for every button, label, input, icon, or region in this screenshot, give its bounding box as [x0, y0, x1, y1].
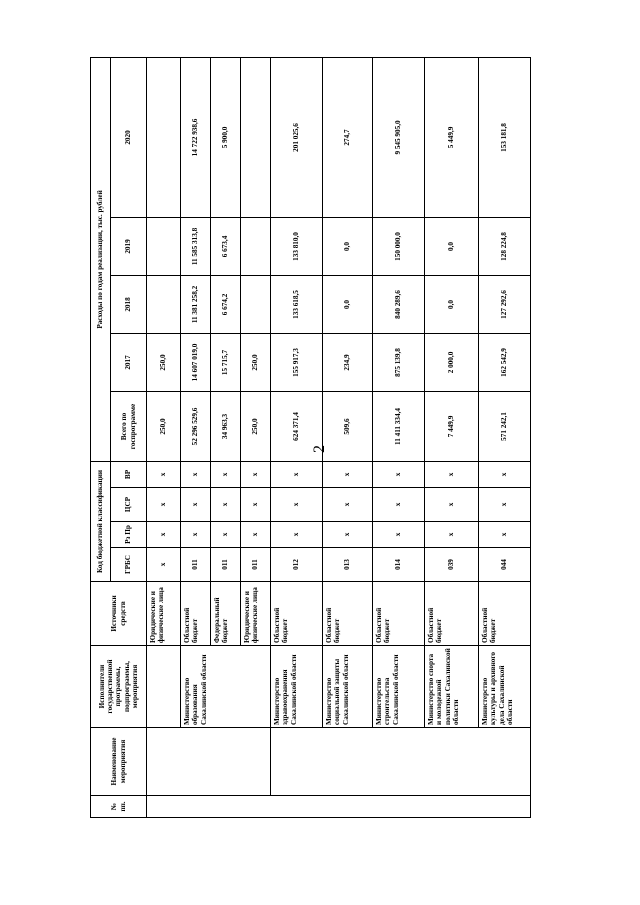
cell-2020: 274,7 [323, 57, 373, 217]
cell-source: Областной бюджет [271, 582, 323, 646]
cell-name [271, 728, 531, 796]
cell-2019: 0,0 [323, 217, 373, 275]
cell-2018 [147, 275, 181, 333]
header-year-2019: 2019 [111, 217, 147, 275]
table-landscape [90, 58, 514, 818]
cell-2017: 155 917,3 [271, 333, 323, 391]
header-vr: ВР [111, 461, 147, 487]
header-year-2017: 2017 [111, 333, 147, 391]
cell-2019: 133 810,0 [271, 217, 323, 275]
cell-total: 509,6 [323, 391, 373, 461]
cell-vr: x [241, 461, 271, 487]
cell-2017: 250,0 [241, 333, 271, 391]
cell-grbs: 014 [373, 548, 425, 582]
header-expenses-group: Расходы по годам реализации, тыс. рублей [91, 57, 111, 461]
header-year-2018: 2018 [111, 275, 147, 333]
cell-2020: 5 900,0 [211, 57, 241, 217]
cell-source: Областной бюджет [323, 582, 373, 646]
cell-source: Областной бюджет [479, 582, 531, 646]
cell-total: 34 963,3 [211, 391, 241, 461]
cell-2019: 0,0 [425, 217, 479, 275]
cell-2017: 14 607 019,0 [181, 333, 211, 391]
cell-rzpr: x [425, 522, 479, 548]
cell-2018: 840 289,6 [373, 275, 425, 333]
cell-2018: 0,0 [323, 275, 373, 333]
cell-csr: x [211, 488, 241, 522]
cell-executor: Министерство образования Сахалинской области [181, 646, 271, 728]
cell-total: 250,0 [147, 391, 181, 461]
cell-vr: x [181, 461, 211, 487]
cell-csr: x [181, 488, 211, 522]
cell-2018: 133 618,5 [271, 275, 323, 333]
cell-2017: 234,9 [323, 333, 373, 391]
cell-executor: Министерство социальной защиты Сахалинской области [323, 646, 373, 728]
cell-vr: x [211, 461, 241, 487]
cell-vr: x [425, 461, 479, 487]
cell-csr: x [373, 488, 425, 522]
cell-2019: 150 000,0 [373, 217, 425, 275]
cell-grbs: x [147, 548, 181, 582]
cell-csr: x [323, 488, 373, 522]
cell-grbs: 013 [323, 548, 373, 582]
cell-2018: 127 292,6 [479, 275, 531, 333]
cell-total: 250,0 [241, 391, 271, 461]
cell-2019 [147, 217, 181, 275]
cell-grbs: 039 [425, 548, 479, 582]
cell-2017: 2 000,0 [425, 333, 479, 391]
cell-2020: 5 449,9 [425, 57, 479, 217]
cell-2020: 153 181,8 [479, 57, 531, 217]
budget-table [90, 57, 531, 818]
cell-rzpr: x [271, 522, 323, 548]
header-rzpr: Рз Пр [111, 522, 147, 548]
cell-rzpr: x [211, 522, 241, 548]
cell-2017: 250,0 [147, 333, 181, 391]
cell-grbs: 011 [181, 548, 211, 582]
cell-source: Юридические и физические лица [241, 582, 271, 646]
cell-csr: x [271, 488, 323, 522]
cell-vr: x [373, 461, 425, 487]
cell-csr: x [241, 488, 271, 522]
cell-executor: Министерство здравоохранения Сахалинской области [271, 646, 323, 728]
cell-rzpr: x [241, 522, 271, 548]
cell-2019: 6 673,4 [211, 217, 241, 275]
cell-2018: 0,0 [425, 275, 479, 333]
cell-name [147, 728, 271, 796]
cell-vr: x [271, 461, 323, 487]
cell-total: 624 371,4 [271, 391, 323, 461]
cell-2017: 15 715,7 [211, 333, 241, 391]
cell-2019: 128 224,8 [479, 217, 531, 275]
header-csr: ЦСР [111, 488, 147, 522]
cell-2017: 162 542,9 [479, 333, 531, 391]
cell-grbs: 011 [211, 548, 241, 582]
cell-2020: 201 025,6 [271, 57, 323, 217]
cell-total: 571 242,1 [479, 391, 531, 461]
cell-executor: Министерство строительства Сахалинской области [373, 646, 425, 728]
cell-csr: x [425, 488, 479, 522]
cell-vr: x [479, 461, 531, 487]
cell-vr: x [147, 461, 181, 487]
cell-2018: 11 381 258,2 [181, 275, 211, 333]
cell-2019 [241, 217, 271, 275]
cell-rzpr: x [147, 522, 181, 548]
cell-total: 7 449,9 [425, 391, 479, 461]
cell-csr: x [479, 488, 531, 522]
cell-executor: Министерство спорта и молодежной политики Сахалинской области [425, 646, 479, 728]
cell-2019: 11 585 313,8 [181, 217, 211, 275]
cell-num [147, 796, 531, 818]
cell-grbs: 044 [479, 548, 531, 582]
page-number: 2 [311, 445, 328, 453]
cell-executor [147, 646, 181, 728]
cell-rzpr: x [479, 522, 531, 548]
cell-source: Областной бюджет [373, 582, 425, 646]
cell-csr: x [147, 488, 181, 522]
header-num: № пп. [91, 796, 147, 818]
cell-2020 [241, 57, 271, 217]
header-source: Источники средств [91, 582, 147, 646]
header-executor: Исполнители государственной программы, подпрограммы, мероприятия [91, 646, 147, 728]
cell-total: 11 411 334,4 [373, 391, 425, 461]
cell-grbs: 012 [271, 548, 323, 582]
cell-2020: 9 545 905,0 [373, 57, 425, 217]
cell-vr: x [323, 461, 373, 487]
table-body [147, 57, 531, 817]
header-grbs: ГРБС [111, 548, 147, 582]
cell-2018 [241, 275, 271, 333]
cell-2020 [147, 57, 181, 217]
table-viewport [90, 58, 514, 818]
header-year-2020: 2020 [111, 57, 147, 217]
cell-source: Юридические и физические лица [147, 582, 181, 646]
cell-source: Областной бюджет [425, 582, 479, 646]
cell-rzpr: x [373, 522, 425, 548]
cell-2018: 6 674,2 [211, 275, 241, 333]
cell-total: 52 296 529,6 [181, 391, 211, 461]
header-code-group: Код бюджетной классификации [91, 461, 111, 581]
header-total: Всего по госпрограмме [111, 391, 147, 461]
header-name: Наименование мероприятия [91, 728, 147, 796]
cell-rzpr: x [323, 522, 373, 548]
cell-rzpr: x [181, 522, 211, 548]
cell-grbs: 011 [241, 548, 271, 582]
cell-source: Областной бюджет [181, 582, 211, 646]
cell-source: Федеральный бюджет [211, 582, 241, 646]
cell-2017: 875 139,8 [373, 333, 425, 391]
cell-2020: 14 722 938,6 [181, 57, 211, 217]
cell-executor: Министерство культуры и архивного дела Сахалинской области [479, 646, 531, 728]
